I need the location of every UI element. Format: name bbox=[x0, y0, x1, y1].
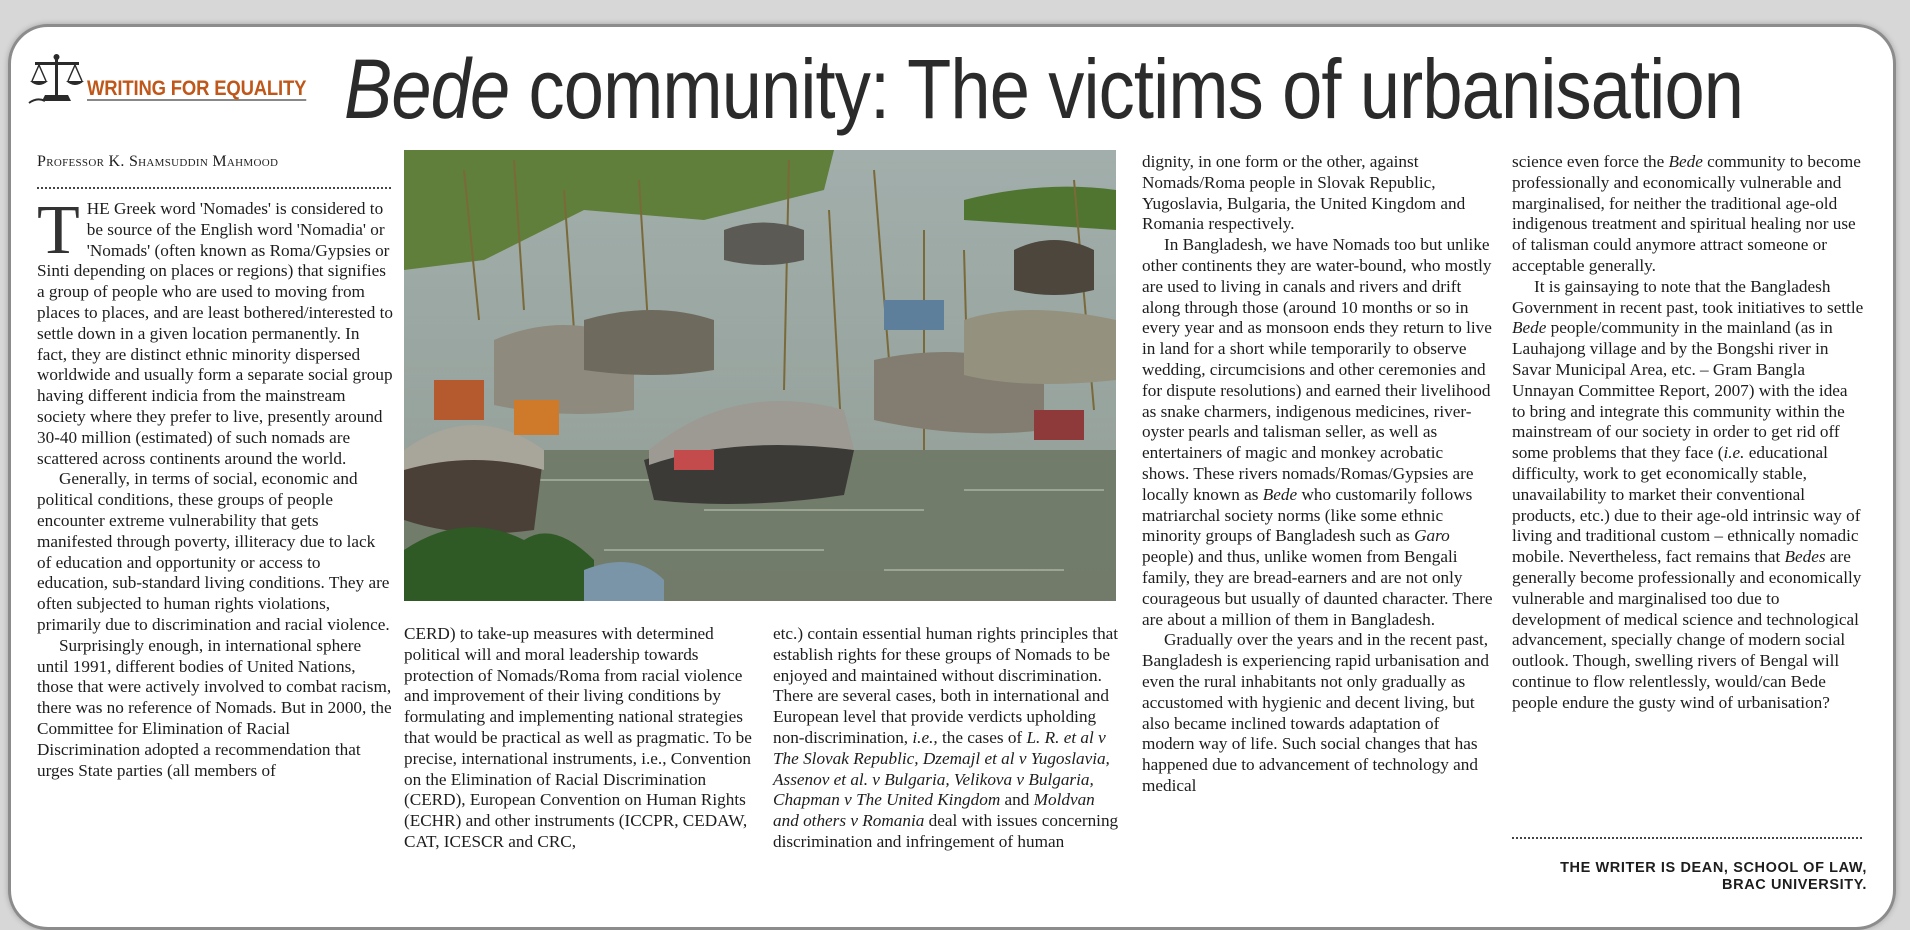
col1-paragraph-2: Generally, in terms of social, economic and political conditions, these groups of people encounter extreme vulnerability that gets manifested through poverty, illiteracy due to lack of education and opportunity or access to education, sub-standard living conditions. They are often subjected to human rights violations, primarily due to discrimination and racial violence. bbox=[37, 469, 390, 634]
headline-rest: community: The victims of urbanisation bbox=[509, 42, 1744, 136]
writer-credit: THE WRITER IS DEAN, SCHOOL OF LAW, BRAC UNIVERSITY. bbox=[1560, 860, 1867, 893]
column-2 bbox=[404, 624, 754, 853]
col5-paragraph-2: It is gainsaying to note that the Bangladesh Government in recent past, took initiatives to settle Bede people/community in the mainland (as in Lauhajong village and by the Bongshi river in Savar Municipal Area, etc. – Gram Bangla Unnayan Committee Report, 2007) with the idea to bring and integrate this community within the mainstream of our society in order to get rid off some problems that they face (i.e. educational difficulty, work to get economically stable, unavailability to market their conventional products, etc.) due to their age-old intrinsic way of living and traditional custom – ethnically nomadic mobile. Nevertheless, fact remains that Bedes are generally become professionally and economically vulnerable and marginalised too due to development of medical science and technological advancement, specially change of modern social outlook. Though, swelling rivers of Bengal will continue to flow relentlessly, would/can Bede people endure the gusty wind of urbanisation? bbox=[1512, 276, 1864, 712]
column-4 bbox=[1142, 152, 1494, 797]
col3-paragraph-1: etc.) contain essential human rights principles that establish rights for these groups of Nomads to be enjoyed and maintained without discrimination. There are several cases, both in international and European level that provide verdicts upholding non-discrimination, i.e., the cases of L. R. et al v The Slovak Republic, Dzemajl et al v Yugoslavia, Assenov et al. v Bulgaria, Velikova v Bulgaria, Chapman v The United Kingdom and Moldvan and others v Romania deal with issues concerning discrimination and infringement of human bbox=[773, 624, 1119, 851]
col4-paragraph-2: In Bangladesh, we have Nomads too but unlike other continents they are water-bound, who mostly are used to living in canals and rivers and drift along through those (around 10 months or so in every year and as monsoon ends they return to live in land for a short while temporarily to observe wedding, circumcisions and other ceremonies and for dispute resolutions) and earned their livelihood as snake charmers, indigenous medicines, river-oyster pearls and talisman seller, as well as entertainers of magic and monkey acrobatic shows. These rivers nomads/Romas/Gypsies are locally known as Bede who customarily follows matriarchal society norms (like some ethnic minority groups of Bangladesh such as Garo people) and thus, unlike women from Bengali family, they are bread-earners and are not only courageous but usually of daunted character. There are about a million of them in Bangladesh. bbox=[1142, 235, 1493, 629]
column-3 bbox=[773, 624, 1121, 853]
col2-paragraph-1: CERD) to take-up measures with determined political will and moral leadership towards protection of Nomads/Roma from racial violence and improvement of their living conditions by formulating and implementing national strategies that would be practical as well as pragmatic. To be precise, international instruments, i.e., Convention on the Elimination of Racial Discrimination (CERD), European Convention on Human Rights (ECHR) and other instruments (ICCPR, CEDAW, CAT, ICESCR and CRC, bbox=[404, 624, 752, 851]
column-1 bbox=[37, 192, 394, 781]
bede-boats-photo bbox=[404, 150, 1116, 601]
byline-divider bbox=[37, 187, 391, 189]
byline: Professor K. Shamsuddin Mahmood bbox=[37, 153, 279, 170]
col1-paragraph-3: Surprisingly enough, in international sphere until 1991, different bodies of United Nations, those that were actively involved to combat racism, there was no reference of Nomads. But in 2000, the Committee for Elimination of Racial Discrimination adopted a recommendation that urges State parties (all members of bbox=[37, 635, 392, 780]
headline-italic: Bede bbox=[344, 42, 510, 136]
col5-paragraph-1: science even force the Bede community to become professionally and economically vulnerable and marginalised, for neither the traditional age-old indigenous treatment and spiritual healing nor use of talisman could anymore attract someone or acceptable generally. bbox=[1512, 152, 1861, 275]
section-tag: WRITING FOR EQUALITY bbox=[87, 77, 307, 100]
headline bbox=[344, 39, 1743, 139]
col4-paragraph-1: dignity, in one form or the other, against Nomads/Roma people in Slovak Republic, Yugoslavia, Bulgaria, the United Kingdom and Romania respectively. bbox=[1142, 152, 1466, 234]
newspaper-page bbox=[8, 24, 1896, 930]
column-5 bbox=[1512, 152, 1864, 714]
drop-cap: T bbox=[37, 192, 80, 269]
end-divider bbox=[1512, 837, 1862, 839]
scales-of-justice-icon bbox=[27, 53, 87, 105]
col1-paragraph-1: THE Greek word 'Nomades' is considered to be source of the English word 'Nomadia' or 'Nomads' (often known as Roma/Gypsies or Sinti depending on places or regions) that signifies a group of people who are used to moving from places to places, and are least bothered/interested to settle down in a given location permanently. In fact, they are distinct ethnic minority dispersed worldwide and usually form a separate social group having different indicia from the mainstream society where they prefer to live, presently around 30-40 million (estimated) of such nomads are scattered across continents around the world. bbox=[37, 192, 394, 468]
col4-paragraph-3: Gradually over the years and in the recent past, Bangladesh is experiencing rapid urbanisation and even the rural inhabitants not only gradually as accustomed with hygienic and decent living, but also became inclined towards adaptation of modern way of life. Such social changes that has happened due to advancement of technology and medical bbox=[1142, 630, 1489, 795]
